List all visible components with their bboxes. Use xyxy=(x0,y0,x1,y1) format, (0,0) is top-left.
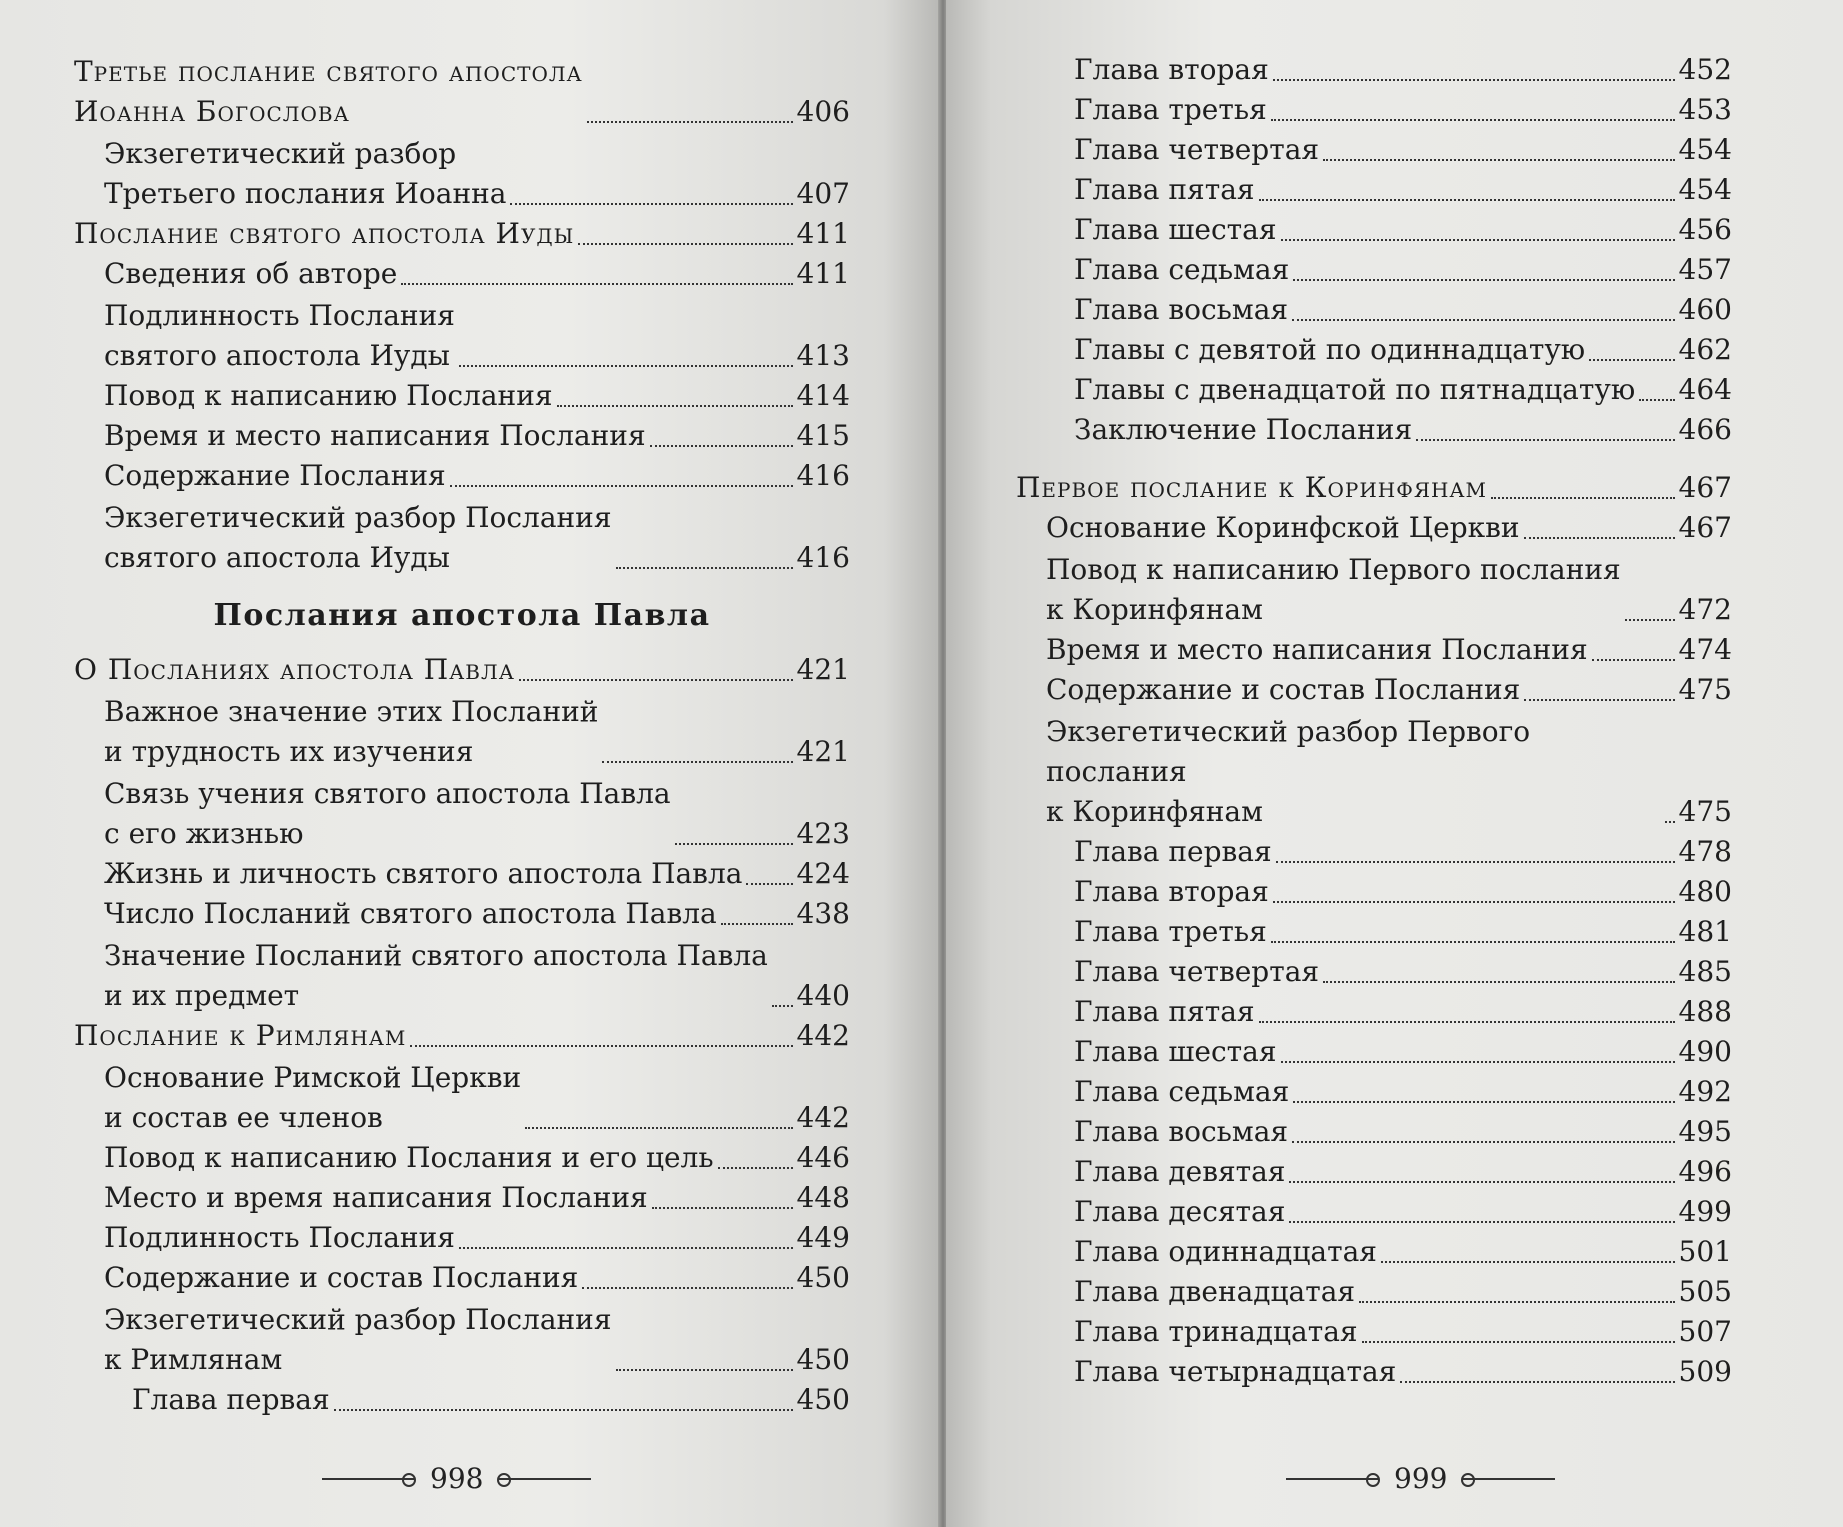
toc-entry xyxy=(1016,1072,1732,1112)
dot-leader xyxy=(1293,279,1674,281)
dot-leader xyxy=(602,761,792,763)
toc-entry-page: 454 xyxy=(1678,173,1732,206)
toc-entry-title: Глава десятая xyxy=(1074,1195,1286,1228)
dot-leader xyxy=(1592,659,1675,661)
dot-leader xyxy=(578,243,792,245)
toc-entry-page: 411 xyxy=(796,257,850,290)
toc-entry-title: Глава первая xyxy=(132,1383,330,1416)
toc-entry xyxy=(1016,832,1732,872)
toc-entry xyxy=(74,894,850,934)
toc-entry xyxy=(1016,912,1732,952)
page-number-left xyxy=(322,1462,591,1495)
toc-entry-title: Глава шестая xyxy=(1074,1035,1277,1068)
dot-leader xyxy=(1589,359,1674,361)
dot-leader xyxy=(557,405,793,407)
toc-entry xyxy=(1016,130,1732,170)
toc-entry-page: 467 xyxy=(1678,511,1732,544)
dot-leader xyxy=(1259,199,1675,201)
toc-entry xyxy=(74,1380,850,1420)
toc-entry-title: Связь учения святого апостола Павла с его жизнью xyxy=(104,777,671,850)
toc-entry-page: 496 xyxy=(1678,1155,1732,1188)
toc-entry xyxy=(1016,1192,1732,1232)
toc-entry-page: 414 xyxy=(796,379,850,412)
toc-entry-title: Глава третья xyxy=(1074,93,1267,126)
dot-leader xyxy=(1524,699,1674,701)
dot-leader xyxy=(652,1207,793,1209)
toc-entry-page: 456 xyxy=(1678,213,1732,246)
right-page xyxy=(946,0,1843,1527)
toc-entry-page: 495 xyxy=(1678,1115,1732,1148)
toc-entry-title: Число Посланий святого апостола Павла xyxy=(104,897,717,930)
toc-entry-title: Жизнь и личность святого апостола Павла xyxy=(104,857,743,890)
toc-entry-title: Послание к Римлянам xyxy=(74,1019,407,1052)
dot-leader xyxy=(519,679,793,681)
toc-entry xyxy=(74,650,850,690)
toc-entry-title: Глава девятая xyxy=(1074,1155,1286,1188)
toc-entry xyxy=(1016,250,1732,290)
dot-leader xyxy=(1665,821,1675,823)
toc-entry-title: Содержание Послания xyxy=(104,459,446,492)
toc-entry xyxy=(74,376,850,416)
toc-entry-title: Послание святого апостола Иуды xyxy=(74,217,575,250)
dot-leader xyxy=(721,923,793,925)
toc-entry-page: 475 xyxy=(1678,673,1732,706)
dot-leader xyxy=(334,1409,793,1411)
toc-entry xyxy=(74,456,850,496)
toc-entry-page: 460 xyxy=(1678,293,1732,326)
toc-entry xyxy=(74,1178,850,1218)
toc-entry-page: 457 xyxy=(1678,253,1732,286)
toc-entry xyxy=(74,1138,850,1178)
ornament-right xyxy=(1463,1478,1555,1480)
toc-entry xyxy=(74,134,850,214)
toc-entry-title: Экзегетический разбор Послания святого апостола Иуды xyxy=(104,501,612,574)
toc-entry xyxy=(74,1218,850,1258)
dot-leader xyxy=(459,1247,793,1249)
toc-entry xyxy=(74,774,850,854)
toc-entry xyxy=(1016,468,1732,508)
dot-leader xyxy=(1271,941,1675,943)
toc-entry-title: Повод к написанию Послания и его цель xyxy=(104,1141,714,1174)
dot-leader xyxy=(450,485,793,487)
toc-entry xyxy=(1016,410,1732,450)
dot-leader xyxy=(1381,1261,1675,1263)
toc-entry-page: 438 xyxy=(796,897,850,930)
toc-entry-page: 442 xyxy=(796,1101,850,1134)
section-gap xyxy=(1016,450,1732,468)
toc-entry-page: 416 xyxy=(796,459,850,492)
toc-entry-title: Важное значение этих Посланий и трудность их изучения xyxy=(104,695,599,768)
toc-entry-title: Экзегетический разбор Третьего послания Иоанна xyxy=(104,137,507,210)
dot-leader xyxy=(1289,1181,1674,1183)
toc-entry xyxy=(74,254,850,294)
toc-entry-title: Глава четвертая xyxy=(1074,133,1320,166)
toc-entry-title: Экзегетический разбор Первого послания к Коринфянам xyxy=(1046,715,1531,828)
dot-leader xyxy=(1400,1381,1674,1383)
folio-number: 998 xyxy=(430,1462,484,1495)
toc-entry-page: 446 xyxy=(796,1141,850,1174)
dot-leader xyxy=(1362,1341,1675,1343)
toc-entry xyxy=(74,1058,850,1138)
toc-entry xyxy=(74,1016,850,1056)
toc-entry-page: 509 xyxy=(1678,1355,1732,1388)
dot-leader xyxy=(1292,319,1674,321)
toc-entry xyxy=(1016,50,1732,90)
ornament-left xyxy=(322,1478,414,1480)
toc-entry-page: 450 xyxy=(796,1261,850,1294)
toc-entry-title: Третье послание святого апостола Иоанна Богослова xyxy=(74,55,583,128)
dot-leader xyxy=(718,1167,793,1169)
toc-entry-title: Глава первая xyxy=(1074,835,1272,868)
toc-entry-page: 488 xyxy=(1678,995,1732,1028)
toc-entry-title: Заключение Послания xyxy=(1074,413,1413,446)
toc-entry-page: 490 xyxy=(1678,1035,1732,1068)
toc-entry-page: 466 xyxy=(1678,413,1732,446)
dot-leader xyxy=(1359,1301,1674,1303)
toc-entry-title: Главы с двенадцатой по пятнадцатую xyxy=(1074,373,1636,406)
toc-entry-title: Главы с девятой по одиннадцатую xyxy=(1074,333,1586,366)
dot-leader xyxy=(587,121,793,123)
toc-entry-page: 464 xyxy=(1678,373,1732,406)
toc-entry xyxy=(74,936,850,1016)
toc-entry-title: Глава седьмая xyxy=(1074,253,1290,286)
toc-entry-page: 449 xyxy=(796,1221,850,1254)
toc-entry-title: Основание Римской Церкви и состав ее членов xyxy=(104,1061,522,1134)
toc-entry-page: 481 xyxy=(1678,915,1732,948)
toc-entry-page: 440 xyxy=(796,979,850,1012)
toc-entry xyxy=(1016,992,1732,1032)
dot-leader xyxy=(410,1045,792,1047)
dot-leader xyxy=(525,1127,792,1129)
folio-number: 999 xyxy=(1394,1462,1448,1495)
toc-entry-title: Экзегетический разбор Послания к Римлянам xyxy=(104,1303,612,1376)
toc-entry-page: 450 xyxy=(796,1383,850,1416)
toc-entry xyxy=(1016,670,1732,710)
toc-entry-page: 474 xyxy=(1678,633,1732,666)
dot-leader xyxy=(1639,399,1674,401)
dot-leader xyxy=(746,883,792,885)
toc-entry-page: 478 xyxy=(1678,835,1732,868)
toc-entry-title: Содержание и состав Послания xyxy=(1046,673,1521,706)
toc-entry-page: 453 xyxy=(1678,93,1732,126)
toc-entry xyxy=(1016,330,1732,370)
toc-entry xyxy=(1016,550,1732,630)
toc-entry-page: 423 xyxy=(796,817,850,850)
toc-entry xyxy=(74,498,850,578)
toc-entry-page: 472 xyxy=(1678,593,1732,626)
dot-leader xyxy=(675,843,793,845)
toc-entry-page: 452 xyxy=(1678,53,1732,86)
dot-leader xyxy=(1271,119,1675,121)
toc-entry xyxy=(1016,712,1732,832)
toc-entry-title: Глава седьмая xyxy=(1074,1075,1290,1108)
toc-entry xyxy=(1016,1312,1732,1352)
toc-entry-title: Глава третья xyxy=(1074,915,1267,948)
toc-entry-title: Глава вторая xyxy=(1074,875,1269,908)
toc-entry xyxy=(74,52,850,132)
toc-right xyxy=(1016,50,1732,1392)
dot-leader xyxy=(1276,861,1675,863)
toc-entry-page: 480 xyxy=(1678,875,1732,908)
toc-entry-title: Подлинность Послания xyxy=(104,1221,455,1254)
toc-entry-title: Глава пятая xyxy=(1074,173,1255,206)
toc-entry-page: 507 xyxy=(1678,1315,1732,1348)
toc-entry-title: О Посланиях апостола Павла xyxy=(74,653,515,686)
dot-leader xyxy=(1323,159,1674,161)
dot-leader xyxy=(1259,1021,1675,1023)
toc-entry-page: 467 xyxy=(1678,471,1732,504)
dot-leader xyxy=(772,1005,793,1007)
toc-entry-page: 421 xyxy=(796,735,850,768)
toc-entry-title: Место и время написания Послания xyxy=(104,1181,648,1214)
toc-entry xyxy=(1016,210,1732,250)
toc-entry-page: 501 xyxy=(1678,1235,1732,1268)
dot-leader xyxy=(1273,79,1675,81)
dot-leader xyxy=(1416,439,1674,441)
toc-entry-title: Глава тринадцатая xyxy=(1074,1315,1358,1348)
toc-entry-title: Глава четвертая xyxy=(1074,955,1320,988)
toc-entry xyxy=(1016,90,1732,130)
toc-entry-title: Глава пятая xyxy=(1074,995,1255,1028)
toc-entry xyxy=(1016,1352,1732,1392)
toc-entry-page: 424 xyxy=(796,857,850,890)
toc-entry xyxy=(74,416,850,456)
toc-entry xyxy=(1016,1152,1732,1192)
dot-leader xyxy=(616,567,793,569)
dot-leader xyxy=(1491,497,1675,499)
dot-leader xyxy=(1292,1141,1674,1143)
toc-entry xyxy=(1016,1232,1732,1272)
toc-entry-title: Глава вторая xyxy=(1074,53,1269,86)
dot-leader xyxy=(1524,537,1675,539)
toc-entry xyxy=(1016,508,1732,548)
toc-entry-title: Первое послание к Коринфянам xyxy=(1016,471,1488,504)
dot-leader xyxy=(459,365,793,367)
toc-entry-page: 499 xyxy=(1678,1195,1732,1228)
toc-entry-page: 413 xyxy=(796,339,850,372)
toc-entry-page: 462 xyxy=(1678,333,1732,366)
dot-leader xyxy=(582,1287,792,1289)
toc-entry-title: Глава восьмая xyxy=(1074,1115,1289,1148)
toc-entry-title: Глава одиннадцатая xyxy=(1074,1235,1377,1268)
dot-leader xyxy=(1289,1221,1674,1223)
toc-entry xyxy=(74,1258,850,1298)
dot-leader xyxy=(401,283,792,285)
toc-entry-page: 505 xyxy=(1678,1275,1732,1308)
dot-leader xyxy=(1273,901,1675,903)
dot-leader xyxy=(616,1369,793,1371)
toc-entry-title: Глава восьмая xyxy=(1074,293,1289,326)
dot-leader xyxy=(1293,1101,1674,1103)
dot-leader xyxy=(1281,239,1675,241)
toc-entry-page: 407 xyxy=(796,177,850,210)
toc-entry-page: 416 xyxy=(796,541,850,574)
toc-entry xyxy=(74,854,850,894)
ornament-left xyxy=(1286,1478,1378,1480)
toc-entry-page: 475 xyxy=(1678,795,1732,828)
toc-entry-page: 421 xyxy=(796,653,850,686)
toc-entry-title: Значение Посланий святого апостола Павла и их предмет xyxy=(104,939,768,1012)
toc-entry-page: 415 xyxy=(796,419,850,452)
toc-entry xyxy=(74,1300,850,1380)
toc-entry-page: 448 xyxy=(796,1181,850,1214)
toc-entry xyxy=(74,296,850,376)
toc-entry-title: Содержание и состав Послания xyxy=(104,1261,579,1294)
toc-entry xyxy=(1016,170,1732,210)
toc-entry-page: 485 xyxy=(1678,955,1732,988)
page-number-right xyxy=(1286,1462,1555,1495)
dot-leader xyxy=(1323,981,1674,983)
section-title: Послания апостола Павла xyxy=(213,598,711,633)
toc-entry-page: 454 xyxy=(1678,133,1732,166)
toc-entry-title: Время и место написания Послания xyxy=(104,419,646,452)
toc-left xyxy=(74,50,850,1420)
toc-entry-page: 492 xyxy=(1678,1075,1732,1108)
toc-entry-title: Сведения об авторе xyxy=(104,257,398,290)
toc-entry-title: Глава четырнадцатая xyxy=(1074,1355,1397,1388)
ornament-right xyxy=(499,1478,591,1480)
toc-entry-title: Повод к написанию Послания xyxy=(104,379,553,412)
toc-entry-title: Глава шестая xyxy=(1074,213,1277,246)
toc-entry xyxy=(1016,952,1732,992)
toc-entry xyxy=(74,214,850,254)
toc-entry xyxy=(1016,1272,1732,1312)
toc-entry xyxy=(1016,1112,1732,1152)
toc-entry-page: 442 xyxy=(796,1019,850,1052)
dot-leader xyxy=(650,445,793,447)
toc-entry-page: 450 xyxy=(796,1343,850,1376)
dot-leader xyxy=(1281,1061,1675,1063)
toc-entry-title: Время и место написания Послания xyxy=(1046,633,1588,666)
toc-entry xyxy=(1016,872,1732,912)
dot-leader xyxy=(1625,619,1675,621)
toc-entry-page: 406 xyxy=(796,95,850,128)
toc-entry xyxy=(1016,1032,1732,1072)
toc-entry xyxy=(74,692,850,772)
toc-entry-title: Повод к написанию Первого послания к Коринфянам xyxy=(1046,553,1621,626)
dot-leader xyxy=(510,203,792,205)
toc-entry xyxy=(1016,290,1732,330)
toc-entry xyxy=(1016,370,1732,410)
toc-entry-title: Глава двенадцатая xyxy=(1074,1275,1356,1308)
toc-entry-title: Основание Коринфской Церкви xyxy=(1046,511,1520,544)
toc-entry-title: Подлинность Послания святого апостола Иуды xyxy=(104,299,455,372)
toc-entry-page: 411 xyxy=(796,217,850,250)
toc-entry xyxy=(1016,630,1732,670)
